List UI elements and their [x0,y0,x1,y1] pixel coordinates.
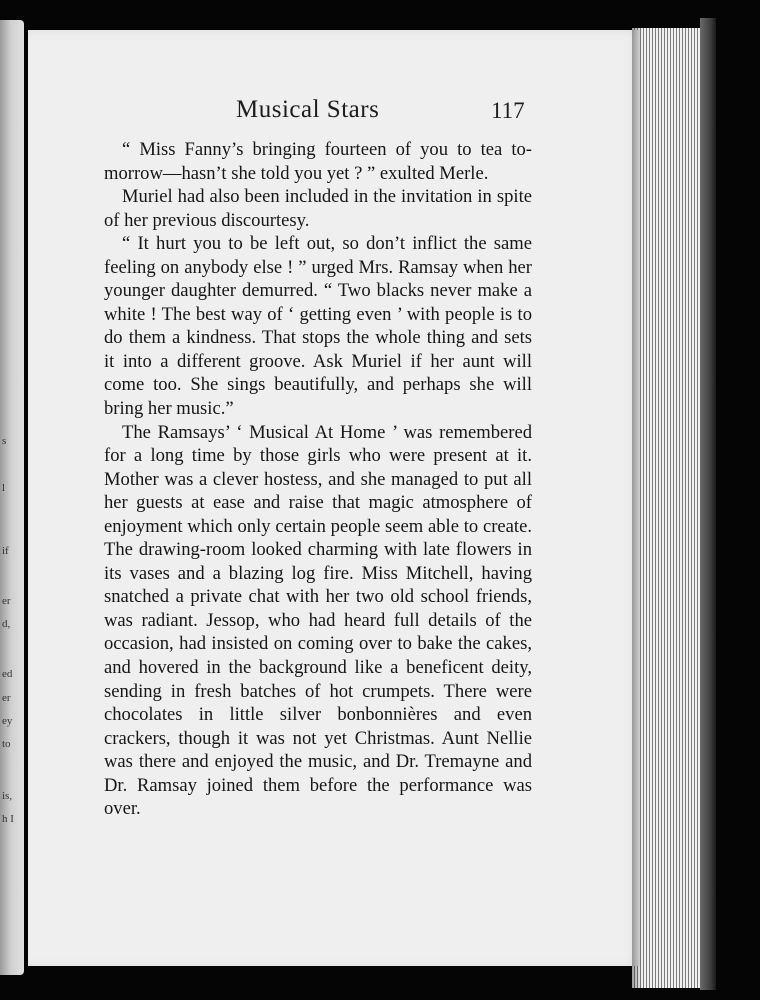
margin-fragment: to [2,738,11,750]
book-page [28,30,640,966]
page-block-edges [632,28,704,988]
paragraph: Muriel had also been included in the invitation in spite of her previous discourtesy. [104,186,532,231]
margin-fragment: l [2,482,6,494]
page-gutter-shadow [632,28,642,988]
margin-fragment: if [2,545,9,557]
adjacent-page-edge [0,20,24,975]
page-number: 117 [491,98,525,123]
page-header [28,96,640,130]
paragraph: “ Miss Fanny’s bringing fourteen of you to tea to-morrow—hasn’t she told you yet ? ” exulted Merle. [104,139,532,184]
margin-fragment: er [2,595,11,607]
margin-fragment: ey [2,715,13,727]
margin-fragment: ed [2,668,13,680]
body-text [104,138,532,821]
paragraph: “ It hurt you to be left out, so don’t inflict the same feeling on anybody else ! ” urged Mrs. Ramsay when her younger daughter demurred. “ Two blacks never make a white ! The best way of ‘ getting even ’ with people is to do them a kindness. That stops the whole thing and sets it into a different groove. Ask Muriel if her aunt will come too. She sings beautifully, and perhaps she will bring her music.” [104,233,532,420]
running-title: Musical Stars [236,96,380,123]
margin-fragment: er [2,692,11,704]
book-cover-edge [700,18,716,990]
paragraph: The Ramsays’ ‘ Musical At Home ’ was remembered for a long time by those girls who were present at it. Mother was a clever hostess, and she managed to put all her guests at ease and raise that magic atmosphere of enjoyment which only certain people seem able to create. The drawing-room looked charming with late flowers in its vases and a blazing log fire. Miss Mitchell, having snatched a private chat with her two old school friends, was radiant. Jessop, who had heard full details of the occasion, had insisted on coming over to bake the cakes, and hovered in the background like a beneficent deity, sending in fresh batches of hot crumpets. There were chocolates in little silver bonbonnières and even crackers, though it was not yet Christmas. Aunt Nellie was there and enjoyed the music, and Dr. Tremayne and Dr. Ramsay joined them before the performance was over. [104,421,532,820]
margin-fragment: d, [2,618,11,630]
margin-fragment: is, [2,790,13,802]
margin-fragment: s [2,435,7,447]
margin-fragment: h I [2,813,14,825]
